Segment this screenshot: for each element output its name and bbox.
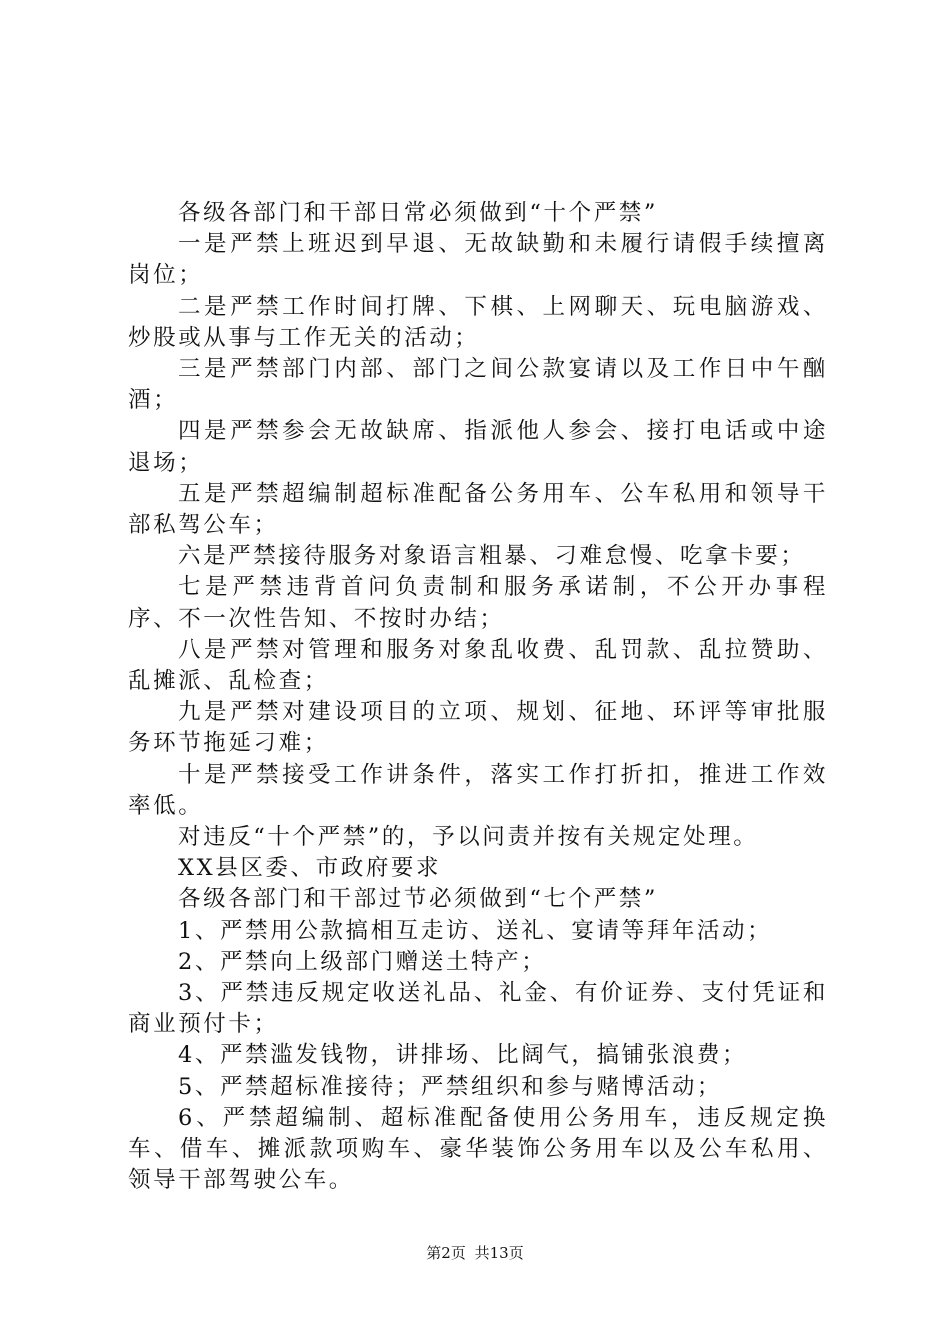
page-number: 第2页 — [426, 1244, 466, 1262]
paragraph: 各级各部门和干部日常必须做到“十个严禁” — [178, 200, 659, 226]
paragraph: 五是严禁超编制超标准配备公务用车、公车私用和领导干部私驾公车； — [128, 480, 828, 539]
paragraph: 七是严禁违背首问负责制和服务承诺制，不公开办事程序、不一次性告知、不按时办结； — [128, 574, 828, 632]
paragraph: 一是严禁上班迟到早退、无故缺勤和未履行请假手续擅离岗位； — [128, 231, 828, 289]
paragraph: 6、严禁超编制、超标准配备使用公务用车，违反规定换车、借车、摊派款项购车、豪华装饰公务用车以及公车私用、领导干部驾驶公车。 — [128, 1104, 828, 1194]
paragraph: 4、严禁滥发钱物，讲排场、比阔气，搞铺张浪费； — [178, 1042, 748, 1069]
paragraph: 三是严禁部门内部、部门之间公款宴请以及工作日中午酗酒； — [128, 356, 828, 414]
document-body — [128, 198, 828, 1197]
paragraph: 十是严禁接受工作讲条件，落实工作打折扣，推进工作效率低。 — [128, 761, 828, 819]
paragraph: 九是严禁对建设项目的立项、规划、征地、环评等审批服务环节拖延刁难； — [128, 699, 828, 757]
paragraph: 二是严禁工作时间打牌、下棋、上网聊天、玩电脑游戏、炒股或从事与工作无关的活动； — [128, 293, 828, 351]
paragraph: 1、严禁用公款搞相互走访、送礼、宴请等拜年活动； — [178, 917, 773, 944]
page-total: 共13页 — [474, 1244, 524, 1262]
paragraph: 对违反“十个严禁”的，予以问责并按有关规定处理。 — [178, 824, 759, 851]
paragraph: 5、严禁超标准接待；严禁组织和参与赌博活动； — [178, 1073, 723, 1100]
paragraph: 六是严禁接待服务对象语言粗暴、刁难怠慢、吃拿卡要； — [178, 543, 806, 570]
paragraph: 2、严禁向上级部门赠送土特产； — [178, 948, 547, 975]
paragraph: XX县区委、市政府要求 — [178, 855, 442, 882]
page-footer — [0, 1243, 950, 1263]
paragraph: 各级各部门和干部过节必须做到“七个严禁” — [178, 886, 659, 913]
paragraph: 四是严禁参会无故缺席、指派他人参会、接打电话或中途退场； — [128, 418, 828, 476]
paragraph: 3、严禁违反规定收送礼品、礼金、有价证券、支付凭证和商业预付卡； — [128, 980, 828, 1038]
paragraph: 八是严禁对管理和服务对象乱收费、乱罚款、乱拉赞助、乱摊派、乱检查； — [128, 636, 828, 695]
